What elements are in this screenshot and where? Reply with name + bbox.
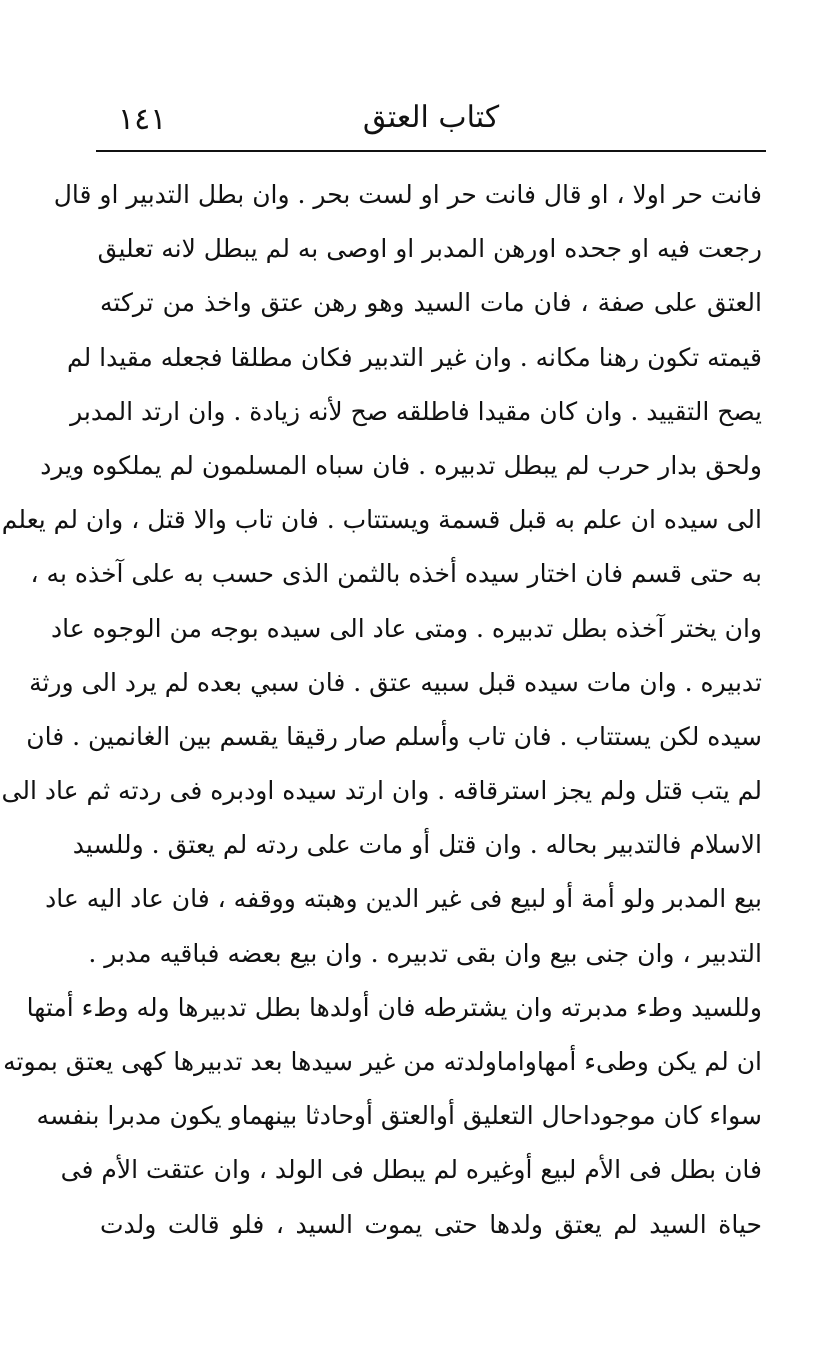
text-line: لم يتب قتل ولم يجز استرقاقه . وان ارتد سيده اودبره فى ردته ثم عاد الى [1,776,762,806]
text-line: حياة السيد لم يعتق ولدها حتى يموت السيد ، فلو قالت ولدت [100,1209,762,1239]
text-line: ان لم يكن وطىء أمهاواماولدته من غير سيدها بعد تدبيرها كهى يعتق بموته [3,1047,762,1076]
text-line: تدبيره . وان مات سيده قبل سبيه عتق . فان سبي بعده لم يرد الى ورثة [29,667,762,697]
text-line: العتق على صفة ، فان مات السيد وهو رهن عتق واخذ من تركته [100,288,762,318]
text-line: وان يختر آخذه بطل تدبيره . ومتى عاد الى سيده بوجه من الوجوه عاد [51,613,762,643]
header-rule [96,150,766,152]
text-line: به حتى قسم فان اختار سيده أخذه بالثمن الذى حسب به على آخذه به ، [30,559,762,589]
page-header [96,96,766,146]
running-title: كتاب العتق [362,100,500,135]
text-line: الاسلام فالتدبير بحاله . وان قتل أو مات على ردته لم يعتق . وللسيد [72,830,762,860]
text-line: رجعت فيه او جحده اورهن المدبر او اوصى به لم يبطل لانه تعليق [97,234,762,264]
text-line: وللسيد وطء مدبرته وان يشترطه فان أولدها بطل تدبيرها وله وطء أمتها [26,992,762,1022]
text-line: يصح التقييد . وان كان مقيدا فاطلقه صح لأنه زيادة . وان ارتد المدبر [70,396,762,426]
text-line: سيده لكن يستتاب . فان تاب وأسلم صار رقيقا يقسم بين الغانمين . فان [26,721,762,751]
text-line: الى سيده ان علم به قبل قسمة ويستتاب . فان تاب والا قتل ، وان لم يعلم [1,505,762,535]
body-text [1,168,762,1252]
page-number: ١٤١ [118,102,167,137]
text-line: التدبير ، وان جنى بيع وان بقى تدبيره . وان بيع بعضه فباقيه مدبر . [88,938,762,968]
text-line: فانت حر اولا ، او قال فانت حر او لست بحر . وان بطل التدبير او قال [53,180,762,209]
text-line: فان بطل فى الأم لبيع أوغيره لم يبطل فى الولد ، وان عتقت الأم فى [60,1155,762,1185]
text-line: بيع المدبر ولو أمة أو لبيع فى غير الدين وهبته ووقفه ، فان عاد اليه عاد [45,884,762,914]
text-line: سواء كان موجوداحال التعليق أوالعتق أوحادثا بينهماو يكون مدبرا بنفسه [36,1101,762,1131]
text-line: قيمته تكون رهنا مكانه . وان غير التدبير فكان مطلقا فجعله مقيدا لم [66,342,762,372]
text-line: ولحق بدار حرب لم يبطل تدبيره . فان سباه المسلمون لم يملكوه ويرد [40,450,762,480]
